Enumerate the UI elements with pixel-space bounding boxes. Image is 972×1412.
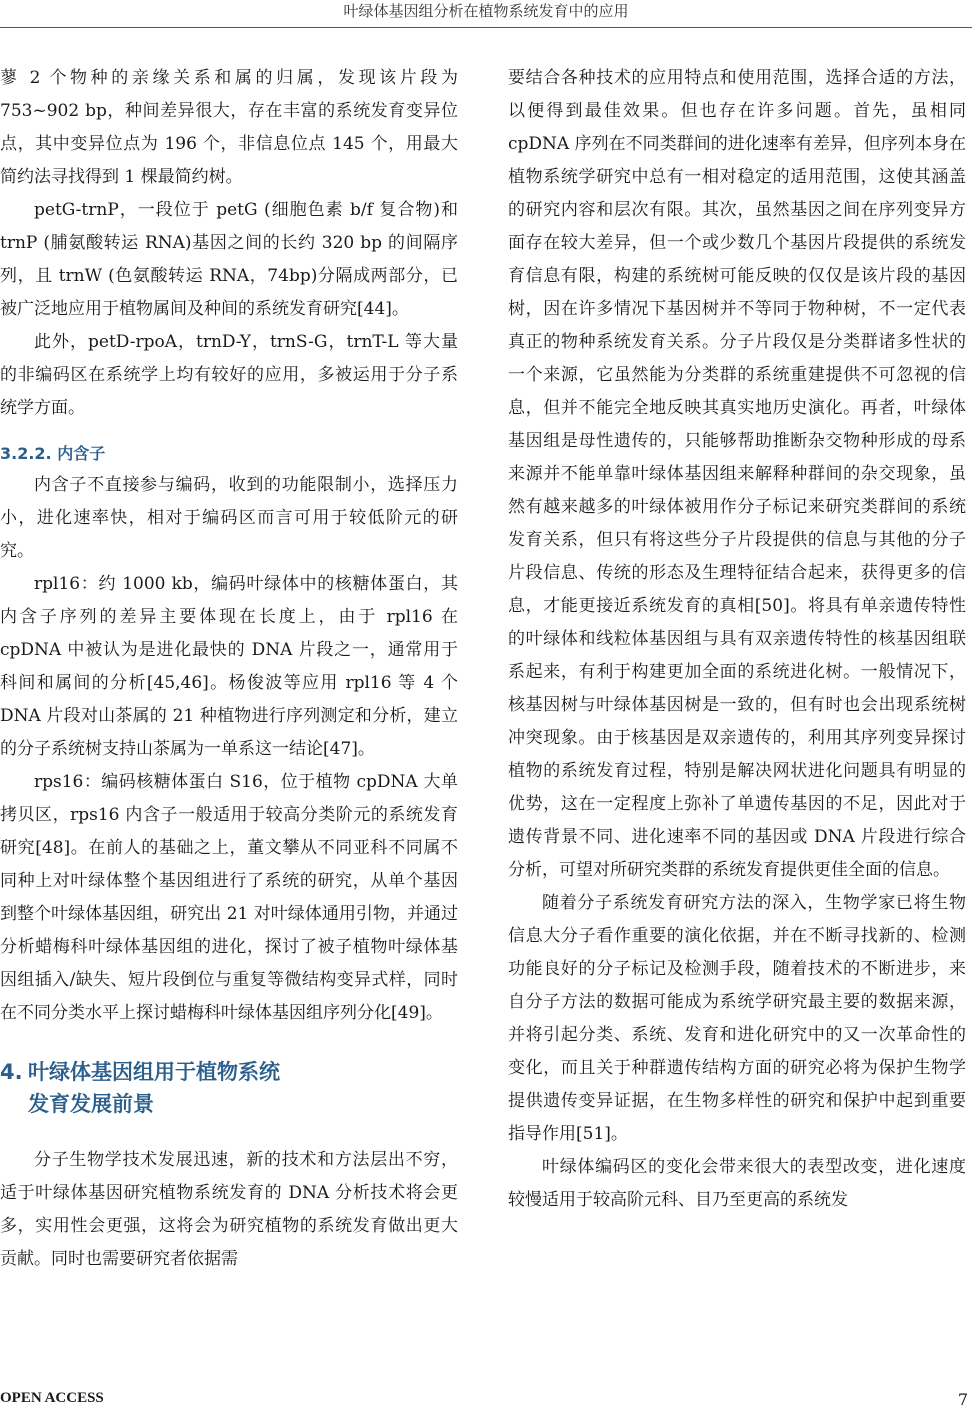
left-column (0, 62, 458, 1362)
paragraph-coding-region: 叶绿体编码区的变化会带来很大的表型改变，进化速度较慢适用于较高阶元科、目乃至更高的系统发 (508, 1157, 966, 1210)
footer-journal: OPEN ACCESS (0, 1390, 104, 1406)
section-number: 4. (0, 1060, 23, 1084)
subsection-heading: 3.2.2. 内含子 (0, 444, 106, 463)
paragraph-intron: 内含子不直接参与编码，收到的功能限制小，选择压力小，进化速率快，相对于编码区而言可用于较低阶元的研究。 (0, 475, 458, 561)
section-title-line1: 叶绿体基因组用于植物系统 (28, 1060, 280, 1084)
running-header: 叶绿体基因组分析在植物系统发育中的应用 (343, 2, 629, 20)
page-number: 7 (957, 1390, 968, 1409)
paragraph-prospects: 分子生物学技术发展迅速，新的技术和方法层出不穷，适于叶绿体基因研究植物系统发育的 DNA 分析技术将会更多，实用性会更强，这将会为研究植物的系统发育做出更大贡献。同时也需要研究者依据需 (0, 1150, 458, 1269)
section-title-line2: 发育发展前景 (28, 1092, 154, 1116)
header-rule (0, 27, 972, 28)
paragraph-rps16: rps16：编码核糖体蛋白 S16，位于植物 cpDNA 大单拷贝区，rps16 内含子一般适用于较高分类阶元的系统发育研究[48]。在前人的基础之上，董文攀从不同亚科不同属不同种上对叶绿体整个基因组进行了系统的研究，从单个基因到整个叶绿体基因组，研究出 21 对叶绿体通用引物，并通过分析蜡梅科叶绿体基因组的进化，探讨了被子植物叶绿体基因组插入/缺失、短片段倒位与重复等微结构变异式样，同时在不同分类水平上探讨蜡梅科叶绿体基因组序列分化[49]。 (0, 772, 458, 1023)
paragraph-rpl16: rpl16：约 1000 kb，编码叶绿体中的核糖体蛋白，其内含子序列的差异主要体现在长度上，由于 rpl16 在 cpDNA 中被认为是进化最快的 DNA 片段之一，通常用于科间和属间的分析[45,46]。杨俊波等应用 rpl16 等 4 个 DNA 片段对山茶属的 21 种植物进行序列测定和分析，建立的分子系统树支持山茶属为一单系这一结论[47]。 (0, 574, 458, 759)
section-heading (0, 1056, 458, 1120)
paragraph: 蓼 2 个物种的亲缘关系和属的归属，发现该片段为 753~902 bp，种间差异很大，存在丰富的系统发育变异位点，其中变异位点为 196 个，非信息位点 145 个，用最大简约法寻找得到 1 棵最简约树。 (0, 68, 458, 187)
paragraph-noncoding: 此外，petD-rpoA，trnD-Y，trnS-G，trnT-L 等大量的非编码区在系统学上均有较好的应用，多被运用于分子系统学方面。 (0, 332, 458, 418)
paragraph-molecular-methods: 随着分子系统发育研究方法的深入，生物学家已将生物信息大分子看作重要的演化依据，并在不断寻找新的、检测功能良好的分子标记及检测手段，随着技术的不断进步，来自分子方法的数据可能成为系统学研究最主要的数据来源，并将引起分类、系统、发育和进化研究中的又一次革命性的变化，而且关于种群遗传结构方面的研究必将为保护生物学提供遗传变异证据，在生物多样性的研究和保护中起到重要指导作用[51]。 (508, 893, 966, 1144)
paragraph-petg-trnp: petG-trnP，一段位于 petG (细胞色素 b/f 复合物)和 trnP (脯氨酸转运 RNA)基因之间的长约 320 bp 的间隔序列，且 trnW (色氨酸转运 RNA，74bp)分隔成两部分，已被广泛地应用于植物属间及种间的系统发育研究[44]。 (0, 200, 458, 319)
paragraph-continued: 要结合各种技术的应用特点和使用范围，选择合适的方法，以便得到最佳效果。但也存在许多问题。首先，虽相同 cpDNA 序列在不同类群间的进化速率有差异，但序列本身在植物系统学研究中总有一相对稳定的适用范围，这使其涵盖的研究内容和层次有限。其次，虽然基因之间在序列变异方面存在较大差异，但一个或少数几个基因片段提供的系统发育信息有限，构建的系统树可能反映的仅仅是该片段的基因树，因在许多情况下基因树并不等同于物种树，不一定代表真正的物种系统发育关系。分子片段仅是分类群诸多性状的一个来源，它虽然能为分类群的系统重建提供不可忽视的信息，但并不能完全地反映其真实地历史演化。再者，叶绿体基因组是母性遗传的，只能够帮助推断杂交物种形成的母系来源并不能单靠叶绿体基因组来解释种群间的杂交现象，虽然有越来越多的叶绿体被用作分子标记来研究类群间的系统发育关系，但只有将这些分子片段提供的信息与其他的分子片段信息、传统的形态及生理特征结合起来，获得更多的信息，才能更接近系统发育的真相[50]。将具有单亲遗传特性的叶绿体和线粒体基因组与具有双亲遗传特性的核基因组联系起来，有利于构建更加全面的系统进化树。一般情况下，核基因树与叶绿体基因树是一致的，但有时也会出现系统树冲突现象。由于核基因是双亲遗传的，利用其序列变异探讨植物的系统发育过程，特别是解决网状进化问题具有明显的优势，这在一定程度上弥补了单遗传基因的不足，因此对于遗传背景不同、进化速率不同的基因或 DNA 片段进行综合分析，可望对所研究类群的系统发育提供更佳全面的信息。 (508, 68, 966, 880)
right-column (508, 62, 966, 1362)
